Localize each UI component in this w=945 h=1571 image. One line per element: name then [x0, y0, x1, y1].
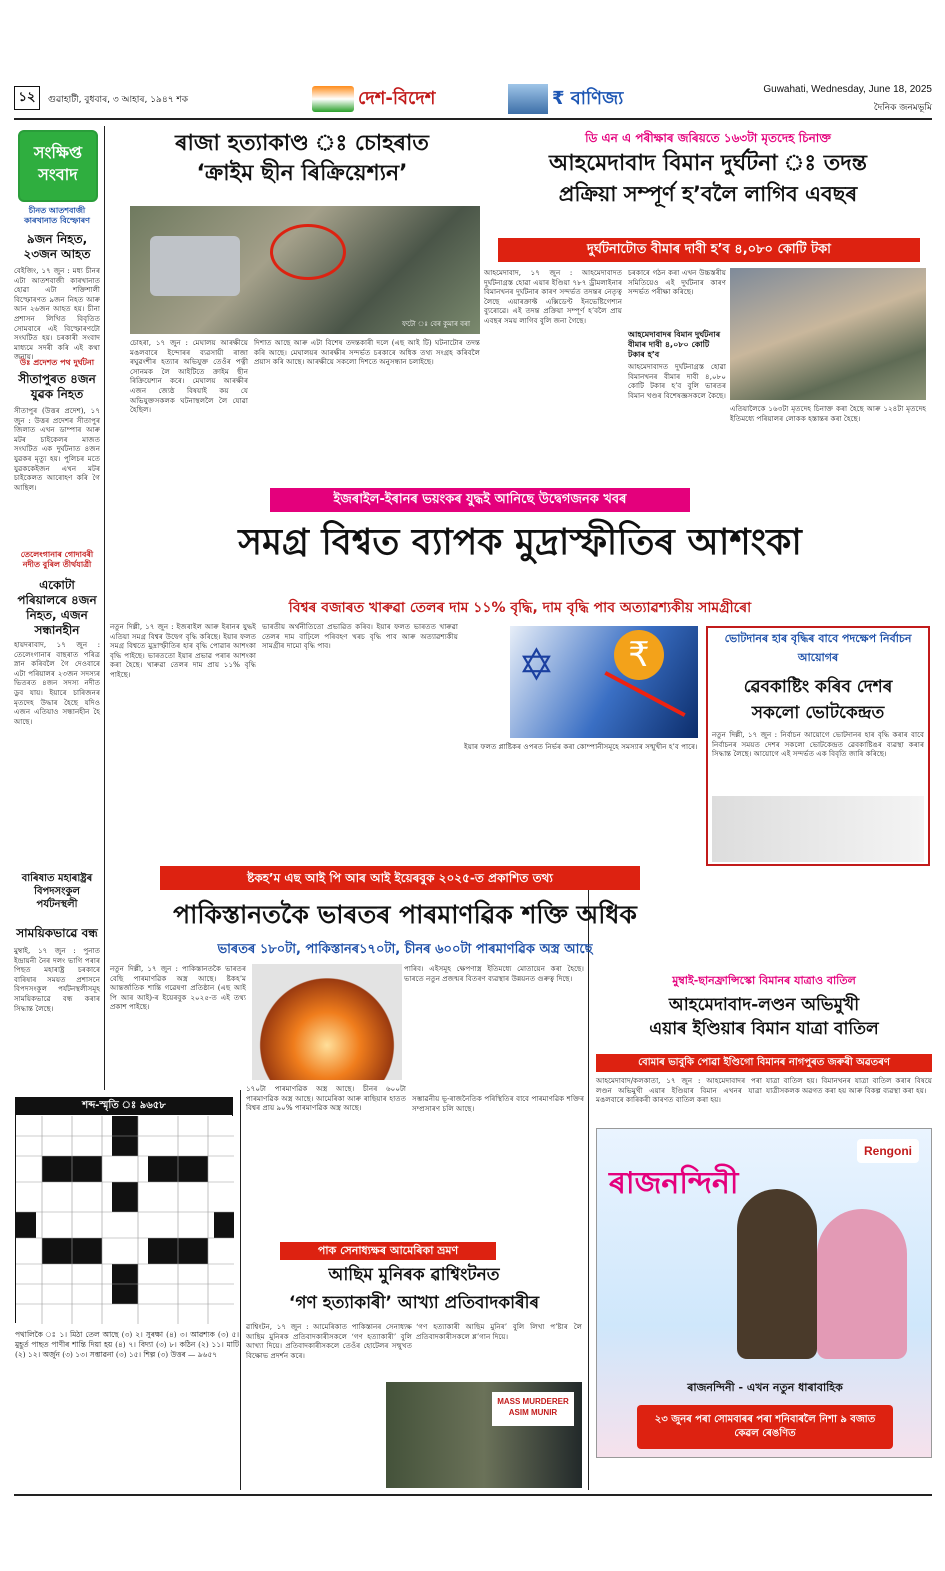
date-assamese: গুৱাহাটী, বুধবাৰ, ৩ আহাৰ, ১৯৪৭ শক: [48, 95, 189, 105]
story-text: এতিয়ালৈকে ১৬৩টা মৃতদেহ চিনাক্ত কৰা হৈছে আৰু ১২৪টা মৃতদেহ ইতিমধ্যে পৰিয়ালৰ লোকক হস্তান্তৰ কৰা হৈছে।: [730, 404, 926, 423]
story-subhead: বিশ্বৰ বজাৰত খাৰুৱা তেলৰ দাম ১১% বৃদ্ধি, দাম বৃদ্ধি পাব অত্যাৱশ্যকীয় সামগ্ৰীৰো: [288, 600, 752, 616]
brief-text: সীতাপুৰ (উত্তৰ প্ৰদেশ), ১৭ জুন : উত্তৰ প্ৰদেশৰ সীতাপুৰ জিলাত এখন ডাম্পাৰ আৰু মটৰ চাইকেলৰ মাজত সংঘটিত এক দুৰ্ঘটনাত ৪জন যুৱকৰ মৃত্যু হয়। পুলিচৰ মতে যুৱককেইজন এখন মটৰ চাইকেলত আৰোহণ কৰি গৈ আছিল।: [14, 406, 100, 492]
vehicle-shape: [150, 236, 240, 296]
story-kicker: ভোটদানৰ হাৰ বৃদ্ধিৰ বাবে পদক্ষেপ নিৰ্বাচন আয়োগৰ: [724, 632, 912, 664]
crash-site-photo: [730, 268, 926, 400]
story-headline: আছিম মুনিৰক ৱাশ্বিংটনত: [328, 1265, 500, 1285]
story-headline: ‘গণ হত্যাকাৰী’ আখ্যা প্ৰতিবাদকাৰীৰ: [288, 1293, 540, 1313]
column-rule: [588, 870, 589, 1490]
serial-title: ৰাজনন্দিনী: [609, 1166, 739, 1201]
story-text: ভাৰতীয় অৰ্থনীতিতো প্ৰভাৱিত কৰিব। ইয়াৰ ফলত ভাৰতত খাৰুৱা তেলৰ দাম বাঢ়িলে পৰিবহণ খৰচ বৃদ্ধি পাব আৰু অত্যাৱশ্যকীয় সামগ্ৰীৰ দামো বৃদ্ধি পাব।: [262, 622, 458, 651]
story-text: ৱাশ্বিংটন, ১৭ জুন : আমেৰিকাত পাকিস্তানৰ সেনাধ্যক্ষ আছিম মুনিৰক প্ৰতিবাদকাৰীসকলে ‘গণ হত্যাকাৰী’ বুলি আখ্যা দিয়ে। প্ৰতিবাদকাৰীসকলে তেওঁৰ হোটেলৰ সন্মুখত বিক্ষোভ প্ৰদৰ্শন কৰে।: [246, 1322, 412, 1360]
story-text: সম্ভাৱনীয় ভূ-ৰাজনৈতিক পৰিস্থিতিৰ বাবে পাৰমাণৱিক শক্তিৰ সম্প্ৰসাৰণ চলি আছে।: [412, 1094, 584, 1113]
story-subhead: আহমেদাবাদৰ বিমান দুৰ্ঘটনাৰ বীমাৰ দাবী ৪,০৮০ কোটি টকাৰ হ’ব: [628, 330, 721, 359]
rupee-icon: ₹: [614, 630, 664, 680]
story-kicker: ষ্টকহ’ম এছ আই পি আৰ আই ইয়েৰবুক ২০২৫-ত প্ৰকাশিত তথ্য: [160, 866, 640, 890]
story-headline: আহমেদাবাদ-লণ্ডন অভিমুখী: [668, 995, 860, 1015]
highlight-circle: [270, 224, 346, 280]
evm-photo: [712, 796, 924, 862]
story-headline: এয়াৰ ইণ্ডিয়াৰ বিমান যাত্ৰা বাতিল: [649, 1019, 879, 1039]
story-headline: প্ৰক্ৰিয়া সম্পূৰ্ণ হ’বলৈ লাগিব এবছৰ: [558, 182, 858, 206]
banner-desh-bidesh: দেশ-বিদেশ: [358, 88, 436, 109]
story-text: আহমেদাবাদত দুৰ্ঘটনাগ্ৰস্ত হোৱা বিমানখনৰ বীমাৰ দাবী ৪,০৮০ কোটি টকাৰ হ’ব বুলি ভাৰতৰ বিমান খণ্ডৰ বিশেষজ্ঞসকলে কৈছে।: [628, 362, 726, 400]
story-text: নতুন দিল্লী, ১৭ জুন : নিৰ্বাচন আয়োগে ভোটদানৰ হাৰ বৃদ্ধি কৰাৰ বাবে নিৰ্বাচনৰ সময়ত দেশৰ সকলো ভোটকেন্দ্ৰত ৱেবকাষ্টিঙৰ ব্যৱস্থা কৰাৰ সিদ্ধান্ত লৈছে। আয়োগে এই সন্দৰ্ভত এক বিবৃতি জাৰি কৰিছে।: [712, 730, 924, 759]
brief-headline: একোটা পৰিয়ালৰে ৪জন নিহত, এজন সন্ধানহীন: [17, 578, 97, 637]
story-text: নতুন দিল্লী, ১৭ জুন : পাকিস্তানতকৈ ভাৰতৰ বেছি পাৰমাণৱিক অস্ত্ৰ আছে। ষ্টকহ’ম আন্তৰ্জাতিক শান্তি গৱেষণা প্ৰতিষ্ঠান (এছ আই পি আৰ আই)-ৰ ইয়েৰবুক ২০২৫-ত এই তথ্য প্ৰকাশ পাইছে।: [110, 964, 246, 1012]
story-headline: ৰাজা হত্যাকাণ্ড ঃ চোহৰাত: [175, 131, 429, 156]
section-banner: [312, 82, 682, 116]
crime-scene-photo: [130, 206, 480, 334]
actress-figure: [817, 1209, 907, 1359]
story-kicker: ডি এন এ পৰীক্ষাৰ জৰিয়তে ১৬৩টা মৃতদেহ চিনাক্ত: [585, 131, 831, 145]
story-text: আহমেদাবাদ/কলকাতা, ১৭ জুন : আহমেদাবাদৰ পৰা লণ্ডন অভিমুখী এয়াৰ ইণ্ডিয়াৰ বিমান এখনৰ যাত্ৰা মঙলবাৰে কাৰিকৰী কাৰণত বাতিল কৰা হয়।: [596, 1076, 762, 1105]
story-kicker: পাক সেনাধ্যক্ষৰ আমেৰিকা ভ্ৰমণ: [280, 1242, 496, 1260]
story-text: ইয়াৰ ফলত প্লাষ্টিকৰ ওপৰত নিৰ্ভৰ কৰা কোম্পানীসমূহে সমস্যাৰ সন্মুখীন হ’ব পাৰে।: [464, 742, 698, 751]
missile-launch-photo: [252, 964, 402, 1080]
story-text: যাত্ৰা বাতিল হয়। বিমানখনৰ যাত্ৰা বাতিল কৰাৰ বিষয়ে যাত্ৰীসকলক অৱগত কৰা হয় আৰু বিকল্প ব্যৱস্থা কৰা হয়।: [766, 1076, 932, 1095]
skyline-icon: [508, 84, 548, 114]
photo-caption: ফটো ঃ বেৰ কুমাৰ বৰা: [402, 320, 470, 328]
story-kicker: মুম্বাই-ছানফ্ৰান্সিস্কো বিমানৰ যাত্ৰাও বাতিল: [672, 974, 856, 987]
brief-text: হায়দৰাবাদ, ১৭ জুন : তেলেংগানাৰ বাছৰাত পৰিত্ৰ স্নান কৰিবলৈ গৈ দেওবাৰে এটা পৰিয়ালৰ ২৩জন সদস্যৰ ভিতৰত ৪জন সদস্য নদীত ডুব যায়। ইয়াৰে চাৰিজনৰ মৃতদেহ উদ্ধাৰ হৈছে যদিও এজন এতিয়াও সন্ধানহীন হৈ আছে।: [14, 640, 100, 726]
story-text: দিশাত আছে আৰু এটা বিশেষ তদন্তকাৰী দলে (এছ আই টি) ঘটনাটোৰ তদন্ত কৰি আছে। মেঘালয়ৰ আৰক্ষীৰ সন্দৰ্ভত চৰকাৰে অধিক তথ্য সংগ্ৰহ কৰিবলৈ প্ৰয়াস কৰি আছে। আৰক্ষীয়ে সকলো দিশতে অনুসন্ধান চলাইছে।: [254, 338, 480, 367]
story-kicker: ইজৰাইল-ইৰানৰ ভয়ংকৰ যুদ্ধই আনিছে উদ্বেগজনক খবৰ: [270, 488, 690, 512]
story-text: নতুন দিল্লী, ১৭ জুন : ইজৰাইল আৰু ইৰানৰ যুদ্ধই এতিয়া সমগ্ৰ বিশ্বৰ উদ্বেগ বৃদ্ধি কৰিছে। ইয়াৰ ফলত সমগ্ৰ বিশ্বতে মুদ্ৰাস্ফীতিৰ হাৰ বৃদ্ধি পোৱাৰ আশংকা বৃদ্ধি পাইছে। ভাৰততো ইয়াৰ প্ৰভাৱ পৰাৰ আশংকা কৰা হৈছে। খাৰুৱা তেলৰ দাম প্ৰায় ১১% বৃদ্ধি পাইছে।: [110, 622, 256, 679]
protest-sign: MASS MURDERER ASIM MUNIR: [492, 1392, 574, 1426]
brief-headline: সাময়িকভাৱে বন্ধ: [16, 926, 98, 940]
story-text: চৰকাৰে গঠন কৰা এখন উচ্চস্তৰীয় সমিতিয়েও এই দুৰ্ঘটনাৰ কাৰণ সন্দৰ্ভত পৰীক্ষা কৰিছে।: [628, 268, 726, 297]
story-headline: আহমেদাবাদ বিমান দুৰ্ঘটনা ঃ তদন্ত: [549, 151, 867, 176]
star-of-david-icon: ✡: [518, 640, 555, 691]
brief-link: উঃ প্ৰদেশত পথ দুৰ্ঘটনা: [19, 358, 95, 367]
story-text: ১৭০টা পাৰমাণৱিক অস্ত্ৰ আছে। চীনৰ ৬০০টা পাৰমাণৱিক অস্ত্ৰ আছে। আমেৰিকা আৰু ৰাছিয়াৰ হাতত বিশ্বৰ প্ৰায় ৯০% পাৰমাণৱিক অস্ত্ৰ আছে।: [246, 1084, 406, 1113]
story-bar: দুৰ্ঘটনাটোত বীমাৰ দাবী হ’ব ৪,০৮০ কোটি টকা: [498, 238, 920, 262]
brief-headline: সীতাপুৰত ৪জন যুৱক নিহত: [18, 372, 96, 401]
brief-text: মুম্বাই, ১৭ জুন : পুনাত ইন্দ্ৰায়নী নৈৰ দলং ভাগি পৰাৰ পিছত মহাৰাষ্ট্ৰ চৰকাৰে বাৰিষাৰ সময়ত প্ৰশাসনে বিপদসংকুল পৰ্যটনস্থলীসমূহ সাময়িকভাৱে বন্ধ কৰাৰ সিদ্ধান্ত লৈছে।: [14, 946, 100, 1013]
brief-subhead: চীনত আতশবাজী কাৰখানাত বিস্ফোৰণ: [24, 206, 90, 225]
banner-banijya: ₹ বাণিজ্য: [552, 88, 624, 109]
parliament-logo-icon: [312, 86, 354, 112]
channel-logo: Rengoni: [857, 1139, 919, 1163]
brief-text: বেইজিং, ১৭ জুন : মধ্য চীনৰ এটা আতশবাজী কাৰখানাত হোৱা এটা শক্তিশালী বিস্ফোৰণত ৯জন নিহত আৰু আন ২৬জন আহত হয়। চীনা প্ৰশাসন লিখিত বিবৃতিত সোমবাৰে এই বিস্ফোৰণটো সংঘটিত হয়। চৰকাৰী সংবাদ মাধ্যমে সদৰী কৰি এই কথা জনায়।: [14, 266, 100, 362]
crossword-svg: [16, 1098, 234, 1324]
page-bottom-rule: [14, 1494, 932, 1496]
israel-iran-rupee-photo: [510, 626, 698, 738]
crossword-grid: [15, 1097, 233, 1323]
story-headline: সমগ্ৰ বিশ্বত ব্যাপক মুদ্ৰাস্ফীতিৰ আশংকা: [238, 522, 802, 563]
ad-tagline: ৰাজনন্দিনী - এখন নতুন ধাৰাবাহিক: [687, 1381, 843, 1394]
paper-name: দৈনিক জনমভূমি: [873, 103, 932, 113]
date-english: Guwahati, Wednesday, June 18, 2025: [763, 84, 932, 95]
story-headline: ৱেবকাষ্টিং কৰিব দেশৰ: [743, 677, 893, 697]
story-text: ‘গণ হত্যাকাৰী আছিম মুনিৰ’ বুলি লিখা প’ষ্টাৰ লৈ প্ৰতিবাদকাৰীসকলে শ্ল’গান দিয়ে।: [416, 1322, 582, 1341]
brief-headline: ৯জন নিহত, ২৩জন আহত: [23, 232, 91, 261]
story-headline: সকলো ভোটকেন্দ্ৰত: [751, 703, 885, 723]
story-subhead: ভাৰতৰ ১৮০টা, পাকিস্তানৰ১৭০টা, চীনৰ ৬০০টা পাৰমাণৱিক অস্ত্ৰ আছে: [217, 942, 593, 957]
story-headline: পাকিস্তানতকৈ ভাৰতৰ পাৰমাণৱিক শক্তি অধিক: [173, 900, 637, 929]
page-number: ১২: [14, 86, 40, 110]
actor-figure: [737, 1189, 817, 1359]
story-text: আহমেদাবাদ, ১৭ জুন : আহমেদাবাদত দুৰ্ঘটনাগ্ৰস্ত হোৱা এয়াৰ ইণ্ডিয়া ৭৮৭ ড্ৰীমলাইনাৰ বিমানখনৰ দুৰ্ঘটনাৰ কাৰণ সন্দৰ্ভত তদন্তৰ নেতৃত্ব লৈছে এয়াৰক্ৰাফ্ট এক্সিডেণ্ট ইনভেষ্টিগেশ্যন ব্যুৰোৱে। এই তদন্ত প্ৰক্ৰিয়া সম্পূৰ্ণ হ’বলৈ প্ৰায় এবছৰ সময় লাগিব বুলি জনা গৈছে।: [484, 268, 622, 325]
crossword-clues: পথালিকৈ ঃ ১। মিঠা তেল আছে (৩) ২। সুৰক্ষা (৪) ৩। আৱশ্যক (৩) ৫। মুহূৰ্ত পাছত পাণীৰ শান্তি দিয়া হয় (৪) ৭। বিদ্যা (৩) ৮। কঠিন (২) ১১। মাটি (২) ১২। অৰ্জুন (৩) ১৩। সম্ভাৱনা (৩) ১৫। শিল্প (৩) উত্তৰ — ৯৬৫৭: [15, 1330, 239, 1359]
story-text: পাৰিব। এইসমূহ ক্ষেপণাস্ত্ৰ ইতিমধ্যে মোতায়েন কৰা হৈছে। ভাৰতে নতুন প্ৰজন্মৰ বিতৰণ ব্যৱস্থাৰ উন্নয়নত গুৰুত্ব দিছে।: [404, 964, 584, 983]
column-rule: [240, 1090, 241, 1490]
brief-headline: বাৰিষাত মহাৰাষ্ট্ৰৰ বিপদসংকুল পৰ্যটনস্থলী: [21, 873, 93, 910]
brief-link: তেলেংগানাৰ গোদাবৰী নদীত বুৰিল তীৰ্থযাত্ৰী: [20, 550, 94, 569]
story-text: চোহৰা, ১৭ জুন : মেঘালয় আৰক্ষীয়ে মঙলবাৰে ইন্দোৰৰ ব্যৱসায়ী ৰাজা ৰঘুৱংশীৰ হত্যাৰ অভিযুক্ত তেওঁৰ পত্নী সোনমক লৈ আইটিতে ক্ৰাইম ছীন ৰিক্ৰিয়েশ্যন কৰে। মেঘালয় আৰক্ষীৰ এজন জ্যেষ্ঠ বিষয়াই কয় যে অভিযুক্তসকলক ঘটনাস্থললৈ লৈ যোৱা হৈছিল।: [130, 338, 248, 415]
column-rule: [104, 126, 105, 1090]
crossword-title: শব্দ-স্মৃতি ঃ ৯৬৫৮: [15, 1097, 233, 1115]
asim-munir-photo: [386, 1382, 582, 1488]
story-bar: বোমাৰ ভাবুকি পোৱা ইণ্ডিগো বিমানৰ নাগপুৰত জৰুৰী অৱতৰণ: [596, 1054, 932, 1072]
story-headline: ‘ক্ৰাইম ছীন ৰিক্ৰিয়েশ্যন’: [196, 161, 408, 186]
brief-news-box: সংক্ষিপ্ত সংবাদ: [18, 130, 98, 202]
ad-schedule-banner: ২৩ জুনৰ পৰা সোমবাৰৰ পৰা শনিবাৰলৈ নিশা ৯ বজাত কেৱল ৰেঙণিত: [637, 1405, 893, 1449]
page-header: [14, 82, 932, 120]
serial-advertisement: [596, 1128, 932, 1458]
